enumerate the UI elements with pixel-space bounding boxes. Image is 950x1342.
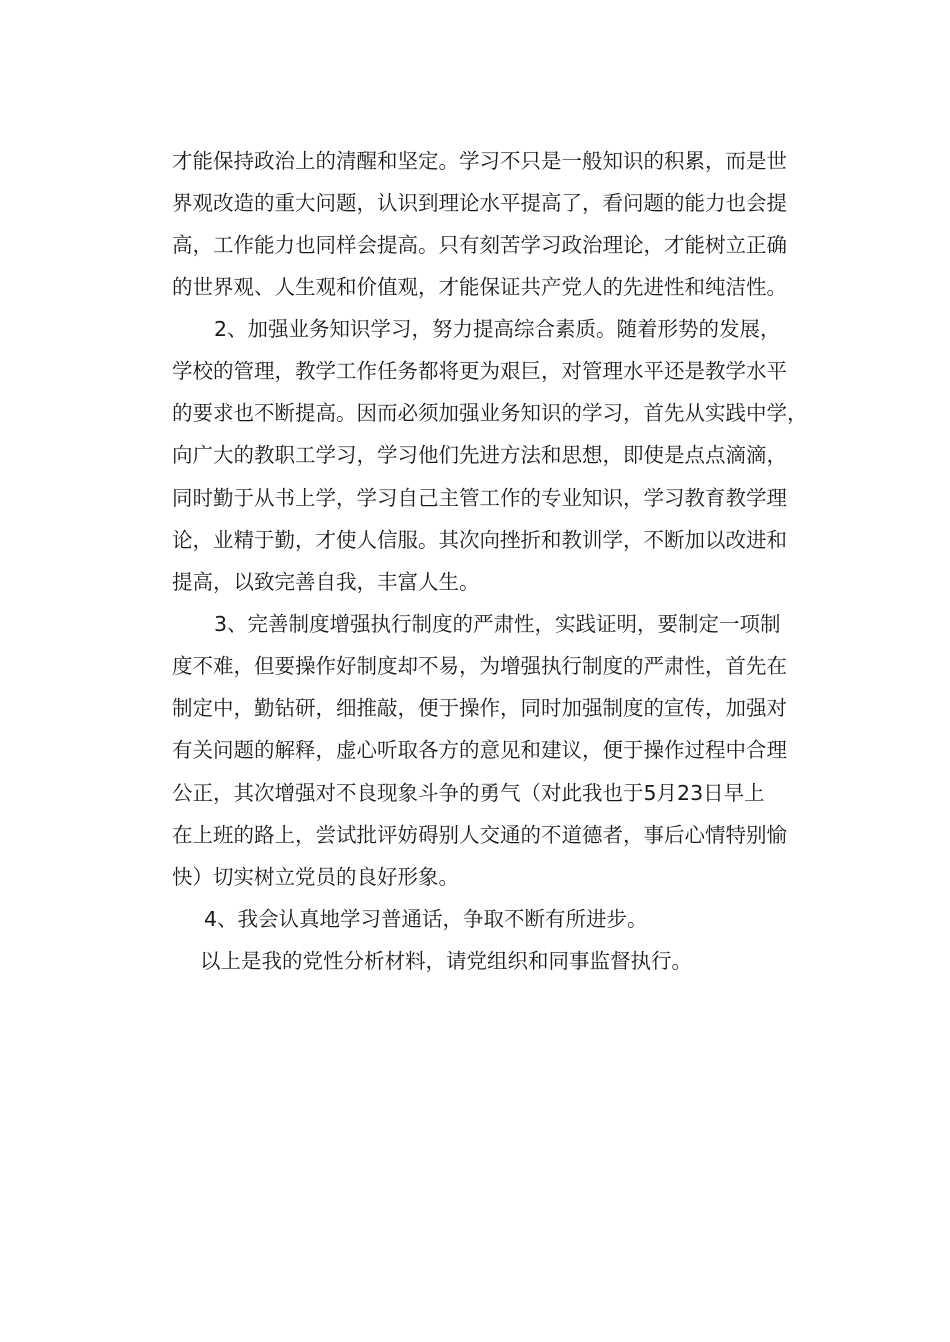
text-line-3: 高，工作能力也同样会提高。只有刻苦学习政治理论，才能树立正确 <box>172 233 787 257</box>
text-line-1: 才能保持政治上的清醒和坚定。学习不只是一般知识的积累，而是世 <box>172 149 787 173</box>
text-line-15: 有关问题的解释，虚心听取各方的意见和建议，便于操作过程中合理 <box>172 738 787 762</box>
text-line-8: 向广大的教职工学习，学习他们先进方法和思想，即使是点点滴滴， <box>172 443 787 467</box>
text-line-20: 以上是我的党性分析材料，请党组织和同事监督执行。 <box>200 949 692 973</box>
text-line-11: 提高，以致完善自我，丰富人生。 <box>172 570 480 594</box>
text-line-12: 3、完善制度增强执行制度的严肃性，实践证明，要制定一项制 <box>214 612 781 636</box>
text-line-6: 学校的管理，教学工作任务都将更为艰巨，对管理水平还是教学水平 <box>172 359 787 383</box>
text-line-4: 的世界观、人生观和价值观，才能保证共产党人的先进性和纯洁性。 <box>172 275 787 299</box>
text-line-5: 2、加强业务知识学习，努力提高综合素质。随着形势的发展， <box>214 317 781 341</box>
text-line-13: 度不难，但要操作好制度却不易，为增强执行制度的严肃性，首先在 <box>172 654 787 678</box>
text-line-16: 公正，其次增强对不良现象斗争的勇气（对此我也于5月23日早上 <box>172 781 765 805</box>
text-line-14: 制定中，勤钻研，细推敲，便于操作，同时加强制度的宣传，加强对 <box>172 696 787 720</box>
text-line-17: 在上班的路上，尝试批评妨碍别人交通的不道德者，事后心情特别愉 <box>172 823 787 847</box>
text-line-18: 快）切实树立党员的良好形象。 <box>172 865 459 889</box>
text-line-7: 的要求也不断提高。因而必须加强业务知识的学习，首先从实践中学， <box>172 401 808 425</box>
text-line-10: 论，业精于勤，才使人信服。其次向挫折和教训学，不断加以改进和 <box>172 528 787 552</box>
text-line-19: 4、我会认真地学习普通话，争取不断有所进步。 <box>204 907 648 931</box>
text-line-9: 同时勤于从书上学，学习自己主管工作的专业知识，学习教育教学理 <box>172 486 787 510</box>
text-line-2: 界观改造的重大问题，认识到理论水平提高了，看问题的能力也会提 <box>172 191 787 215</box>
